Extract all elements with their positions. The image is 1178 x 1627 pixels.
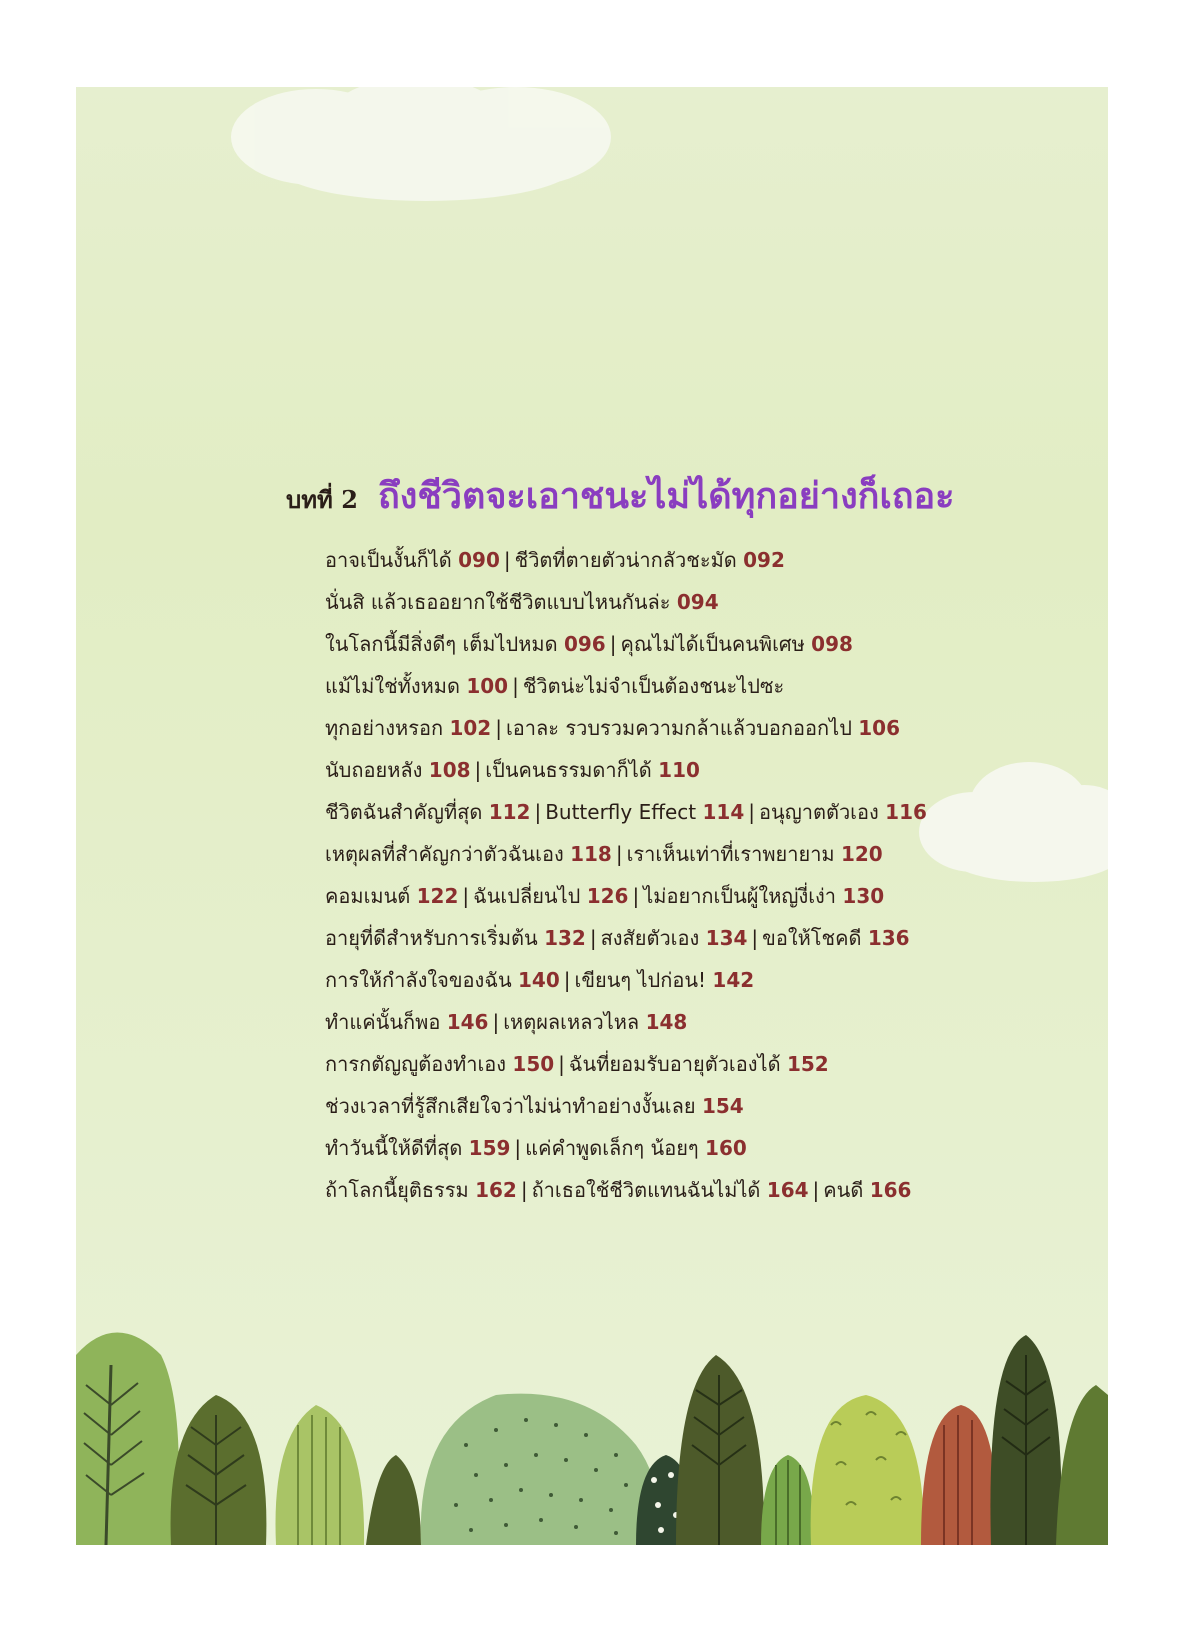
toc-line (325, 623, 1085, 665)
toc-separator: | (748, 800, 756, 824)
toc-line (325, 1001, 1085, 1043)
toc-entry-title: ไม่อยากเป็นผู้ใหญ่งี่เง่า (643, 884, 837, 908)
toc-entry-page-number: 162 (475, 1178, 517, 1202)
toc-line (325, 1043, 1085, 1085)
table-of-contents (325, 539, 1085, 1211)
toc-entry-title: แค่คำพูดเล็กๆ น้อยๆ (525, 1136, 699, 1160)
toc-separator: | (462, 884, 470, 908)
toc-line (325, 791, 1085, 833)
toc-entry-title: การให้กำลังใจของฉัน (325, 968, 512, 992)
toc-line (325, 749, 1085, 791)
toc-separator: | (474, 758, 482, 782)
toc-entry-title: เป็นคนธรรมดาก็ได้ (485, 758, 652, 782)
toc-entry-title: อนุญาตตัวเอง (759, 800, 879, 824)
toc-entry-page-number: 106 (858, 716, 901, 740)
toc-separator: | (751, 926, 759, 950)
toc-entry-page-number: 142 (712, 968, 755, 992)
toc-entry-title: ทุกอย่างหรอก (325, 716, 444, 740)
toc-entry-title: เอาละ รวบรวมความกล้าแล้วบอกออกไป (505, 716, 852, 740)
book-page (76, 87, 1108, 1545)
toc-entry-title: เราเห็นเท่าที่เราพยายาม (626, 842, 835, 866)
toc-entry-title: ถ้าโลกนี้ยุติธรรม (325, 1178, 469, 1202)
toc-entry-page-number: 148 (645, 1010, 688, 1034)
toc-entry-title: การกตัญญูต้องทำเอง (325, 1052, 507, 1076)
toc-entry-page-number: 094 (676, 590, 719, 614)
chapter-title: ถึงชีวิตจะเอาชนะไม่ได้ทุกอย่างก็เถอะ (377, 475, 955, 517)
toc-entry-page-number: 118 (570, 842, 612, 866)
toc-entry-title: Butterfly Effect (545, 800, 697, 824)
toc-entry-page-number: 120 (840, 842, 883, 866)
toc-separator: | (492, 1010, 500, 1034)
toc-entry-title: อายุที่ดีสำหรับการเริ่มต้น (325, 926, 538, 950)
toc-separator: | (503, 548, 511, 572)
toc-entry-page-number: 108 (428, 758, 471, 782)
toc-separator: | (615, 842, 623, 866)
toc-entry-page-number: 110 (658, 758, 700, 782)
toc-entry-title: ในโลกนี้มีสิ่งดีๆ เต็มไปหมด (325, 632, 558, 656)
toc-line (325, 1085, 1085, 1127)
toc-entry-page-number: 152 (786, 1052, 829, 1076)
toc-entry-title: ชีวิตน่ะไม่จำเป็นต้องชนะไปซะ (522, 674, 785, 698)
toc-line (325, 1169, 1085, 1211)
toc-entry-title: เขียนๆ ไปก่อน! (574, 968, 707, 992)
toc-entry-page-number: 164 (766, 1178, 809, 1202)
toc-entry-title: นับถอยหลัง (325, 758, 423, 782)
toc-entry-page-number: 112 (488, 800, 531, 824)
toc-entry-page-number: 090 (458, 548, 500, 572)
toc-line (325, 875, 1085, 917)
toc-entry-title: อาจเป็นงั้นก็ได้ (325, 548, 452, 572)
toc-entry-page-number: 114 (702, 800, 745, 824)
toc-entry-page-number: 102 (449, 716, 492, 740)
toc-entry-title: ช่วงเวลาที่รู้สึกเสียใจว่าไม่น่าทำอย่างงั้นเลย (325, 1094, 696, 1118)
toc-entry-page-number: 154 (701, 1094, 744, 1118)
toc-separator: | (514, 1136, 522, 1160)
toc-entry-page-number: 130 (842, 884, 885, 908)
toc-entry-title: คุณไม่ได้เป็นคนพิเศษ (620, 632, 805, 656)
toc-entry-title: ชีวิตฉันสำคัญที่สุด (325, 800, 483, 824)
toc-entry-title: ทำวันนี้ให้ดีที่สุด (325, 1136, 463, 1160)
toc-line (325, 917, 1085, 959)
toc-line (325, 833, 1085, 875)
toc-separator: | (632, 884, 640, 908)
toc-separator: | (563, 968, 571, 992)
toc-entry-page-number: 096 (563, 632, 606, 656)
toc-entry-page-number: 146 (446, 1010, 489, 1034)
toc-entry-title: สงสัยตัวเอง (600, 926, 700, 950)
toc-entry-title: ถ้าเธอใช้ชีวิตแทนฉันไม่ได้ (531, 1178, 761, 1202)
toc-entry-page-number: 134 (705, 926, 748, 950)
toc-entry-page-number: 126 (586, 884, 629, 908)
cloud-top-illustration (226, 87, 666, 207)
toc-entry-title: นั่นสิ แล้วเธออยากใช้ชีวิตแบบไหนกันล่ะ (325, 590, 671, 614)
toc-entry-page-number: 098 (811, 632, 853, 656)
toc-entry-page-number: 132 (544, 926, 586, 950)
toc-line (325, 1127, 1085, 1169)
toc-entry-page-number: 160 (705, 1136, 747, 1160)
toc-entry-page-number: 092 (743, 548, 785, 572)
tree-illustration (76, 1315, 1108, 1545)
toc-entry-page-number: 136 (867, 926, 910, 950)
toc-separator: | (520, 1178, 528, 1202)
toc-entry-title: เหตุผลที่สำคัญกว่าตัวฉันเอง (325, 842, 564, 866)
toc-entry-title: ฉันเปลี่ยนไป (473, 884, 581, 908)
toc-separator: | (558, 1052, 565, 1076)
toc-entry-title: คอมเมนต์ (325, 884, 411, 908)
toc-entry-title: ฉันที่ยอมรับอายุตัวเองได้ (568, 1052, 781, 1076)
toc-separator: | (812, 1178, 820, 1202)
toc-separator: | (534, 800, 542, 824)
toc-separator: | (589, 926, 597, 950)
chapter-label: บทที่ 2 (286, 485, 358, 514)
toc-entry-title: ทำแค่นั้นก็พอ (325, 1010, 441, 1034)
toc-line (325, 707, 1085, 749)
toc-entry-title: ชีวิตที่ตายตัวน่ากลัวชะมัด (514, 548, 737, 572)
toc-line (325, 539, 1085, 581)
toc-separator: | (609, 632, 617, 656)
toc-entry-title: คนดี (823, 1178, 864, 1202)
toc-separator: | (512, 674, 519, 698)
toc-separator: | (495, 716, 502, 740)
toc-entry-page-number: 140 (517, 968, 560, 992)
toc-entry-page-number: 116 (885, 800, 927, 824)
toc-line (325, 959, 1085, 1001)
toc-entry-page-number: 150 (512, 1052, 555, 1076)
chapter-heading (286, 467, 986, 524)
toc-entry-page-number: 100 (466, 674, 509, 698)
toc-entry-title: เหตุผลเหลวไหล (503, 1010, 640, 1034)
toc-entry-page-number: 159 (468, 1136, 511, 1160)
toc-line (325, 581, 1085, 623)
toc-entry-page-number: 166 (869, 1178, 912, 1202)
toc-entry-title: แม้ไม่ใช่ทั้งหมด (325, 674, 460, 698)
toc-line (325, 665, 1085, 707)
toc-entry-title: ขอให้โชคดี (762, 926, 862, 950)
toc-entry-page-number: 122 (416, 884, 459, 908)
